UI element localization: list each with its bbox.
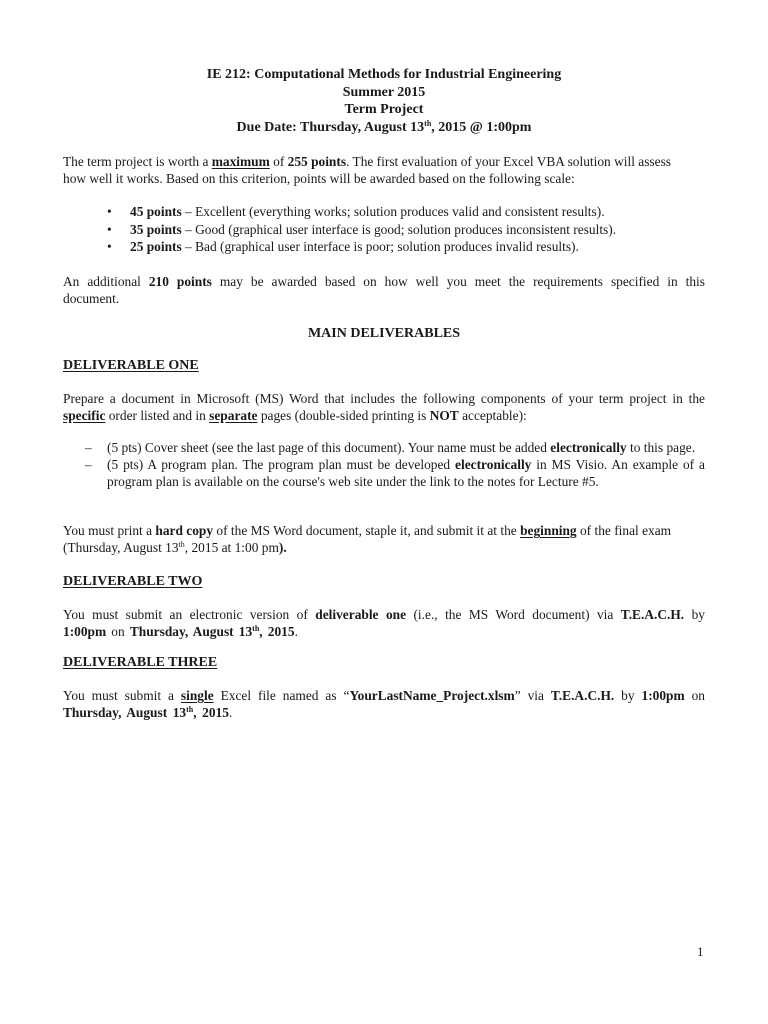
dash-bullet-icon: – xyxy=(85,440,92,455)
deliverable-two-heading: DELIVERABLE TWO xyxy=(63,574,203,589)
due-date: Due Date: Thursday, August 13th, 2015 @ 1:00pm xyxy=(236,118,532,135)
page-number: 1 xyxy=(697,944,704,959)
doc-type-label: Term Project xyxy=(344,102,424,117)
additional-points: 210 points xyxy=(148,274,212,289)
print-instructions-paragraph: You must print a hard copy of the MS Word document, staple it, and submit it at the beginning of the final exam (Thursday, August 13th, 2015 at 1:00 pm). xyxy=(63,523,672,555)
list-item: – (5 pts) Cover sheet (see the last page of this document). Your name must be added electronically to this page. xyxy=(85,440,696,455)
list-item: – (5 pts) A program plan. The program plan must be developed electronically in MS Visio. An example of a program plan is available on the course's web site under the link to the notes for Lecture #5. xyxy=(85,457,705,489)
term-label: Summer 2015 xyxy=(342,84,426,100)
main-deliverables-heading: MAIN DELIVERABLES xyxy=(307,326,461,341)
course-title: IE 212: Computational Methods for Industrial Engineering xyxy=(206,67,562,82)
deliverable-one-heading: DELIVERABLE ONE xyxy=(63,358,199,373)
intro-paragraph: The term project is worth a maximum of 255 points. The first evaluation of your Excel VBA solution will assess how well it works. Based on this criterion, points will be awarded based on the following scale: xyxy=(63,154,671,186)
deliverable-three-heading: DELIVERABLE THREE xyxy=(63,655,218,670)
document-title-block xyxy=(0,66,768,136)
bullet-icon: • xyxy=(107,221,112,237)
deliverable-one-components-list xyxy=(63,439,705,490)
deliverable-two-paragraph: You must submit an electronic version of deliverable one (i.e., the MS Word document) via T.E.A.C.H. by 1:00pm on Thursday, August 13th, 2015. xyxy=(63,607,705,639)
list-item: • 45 points – Excellent (everything works; solution produces valid and consistent results). xyxy=(107,204,605,219)
list-item: • 25 points – Bad (graphical user interface is poor; solution produces invalid results). xyxy=(107,239,579,254)
deliverable-three-paragraph: You must submit a single Excel file named as “YourLastName_Project.xlsm” via T.E.A.C.H. by 1:00pm on Thursday, August 13th, 2015. xyxy=(63,688,705,720)
maximum-emphasis: maximum xyxy=(211,154,270,169)
filename: YourLastName_Project.xlsm xyxy=(349,688,515,703)
total-points: 255 points xyxy=(287,154,347,169)
dash-bullet-icon: – xyxy=(85,457,92,472)
additional-points-paragraph: An additional 210 points may be awarded based on how well you meet the requirements specified in this document. xyxy=(63,274,705,306)
bullet-icon: • xyxy=(107,239,112,254)
deliverable-one-paragraph: Prepare a document in Microsoft (MS) Word that includes the following components of your term project in the specific order listed and in separate pages (double-sided printing is NOT acceptable): xyxy=(63,391,705,423)
bullet-icon: • xyxy=(107,204,112,219)
list-item: • 35 points – Good (graphical user interface is good; solution produces inconsistent results). xyxy=(107,221,617,237)
scoring-scale-list xyxy=(63,203,616,256)
